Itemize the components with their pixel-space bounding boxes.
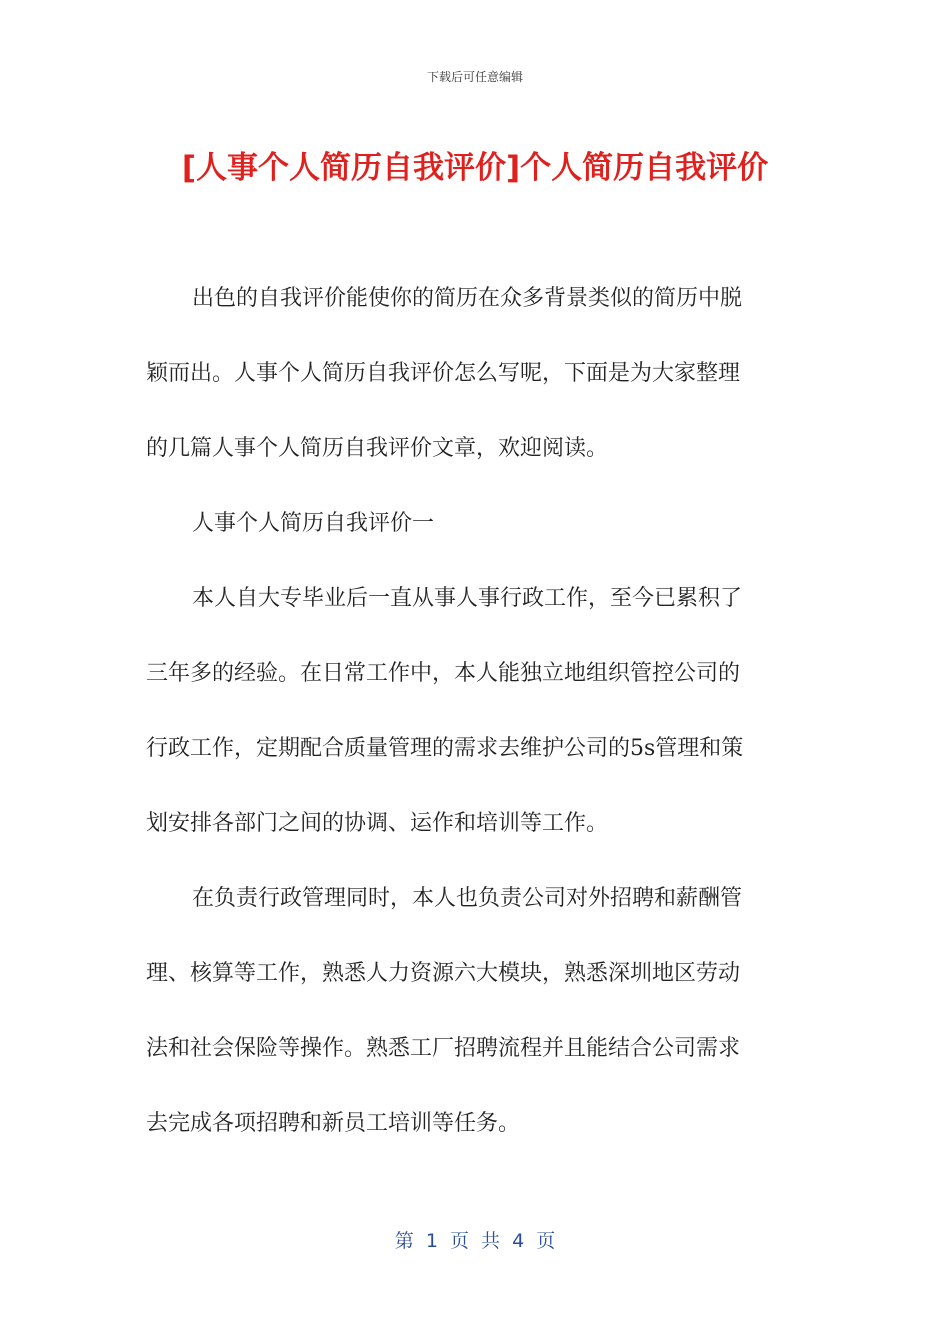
paragraph-line: 颖而出。人事个人简历自我评价怎么写呢，下面是为大家整理	[146, 361, 741, 386]
header-note: 下载后可任意编辑	[426, 70, 523, 84]
section-heading: 人事个人简历自我评价一	[192, 511, 435, 536]
document-title: [人事个人简历自我评价]个人简历自我评价	[181, 150, 769, 186]
page-footer	[0, 1226, 950, 1253]
paragraph-line: 的几篇人事个人简历自我评价文章，欢迎阅读。	[146, 436, 609, 461]
paragraph-line: 划安排各部门之间的协调、运作和培训等工作。	[146, 811, 609, 836]
total-pages-number: 4	[512, 1230, 525, 1252]
footer-ye-gong: 页 共	[449, 1230, 501, 1252]
footer-ye: 页	[536, 1230, 556, 1252]
paragraph-line: 行政工作，定期配合质量管理的需求去维护公司的5s管理和策	[146, 736, 744, 761]
paragraph-line: 法和社会保险等操作。熟悉工厂招聘流程并且能结合公司需求	[146, 1036, 741, 1061]
paragraph-line: 三年多的经验。在日常工作中，本人能独立地组织管控公司的	[146, 661, 741, 686]
paragraph-line: 出色的自我评价能使你的简历在众多背景类似的简历中脱	[192, 286, 743, 311]
document-body	[146, 261, 806, 1161]
paragraph-line: 在负责行政管理同时，本人也负责公司对外招聘和薪酬管	[192, 886, 743, 911]
paragraph-line: 去完成各项招聘和新员工培训等任务。	[146, 1111, 521, 1136]
footer-di: 第	[394, 1230, 414, 1252]
paragraph-line: 本人自大专毕业后一直从事人事行政工作，至今已累积了	[192, 586, 743, 611]
paragraph-line: 理、核算等工作，熟悉人力资源六大模块，熟悉深圳地区劳动	[146, 961, 741, 986]
current-page-number: 1	[425, 1230, 438, 1252]
